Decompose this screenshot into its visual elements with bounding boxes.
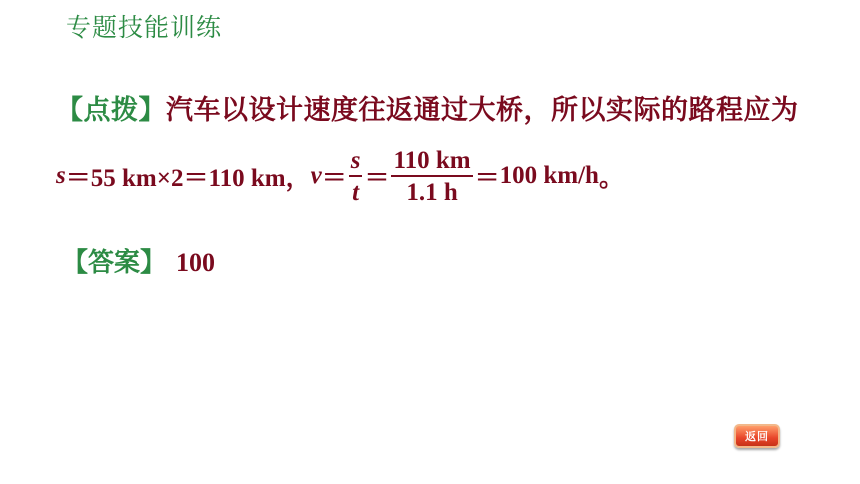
hint-label: 【点拨】 (56, 95, 166, 126)
hint-text: 汽车以设计速度往返通过大桥，所以实际的路程应为 (166, 95, 799, 126)
fraction-numerator: s (350, 146, 361, 174)
speed-variable: v (310, 162, 322, 189)
equals-sign: ＝ (474, 165, 500, 192)
equals-sign: ＝ (321, 165, 347, 192)
answer-line (62, 242, 215, 279)
formula-line (56, 146, 624, 206)
fraction-denominator: 1.1 h (406, 178, 458, 206)
speed-value-fraction (391, 148, 472, 205)
distance-variable: s (56, 162, 66, 189)
answer-label: 【答案】 (62, 248, 167, 278)
answer-value: 100 (176, 248, 216, 277)
fraction-denominator: t (352, 178, 360, 206)
back-button[interactable]: 返回 (734, 424, 780, 448)
header-title: 专题技能训练 (66, 13, 223, 42)
hint-paragraph (56, 88, 799, 127)
speed-result: 100 km/h (499, 162, 599, 189)
fraction-numerator: 110 km (393, 146, 471, 174)
distance-calculation: 55 km×2＝110 km (90, 165, 286, 192)
speed-definition-fraction (349, 148, 363, 205)
period: 。 (598, 163, 624, 192)
comma: ， (285, 163, 311, 192)
equals-sign: ＝ (364, 165, 390, 192)
equals-sign: ＝ (65, 165, 91, 192)
